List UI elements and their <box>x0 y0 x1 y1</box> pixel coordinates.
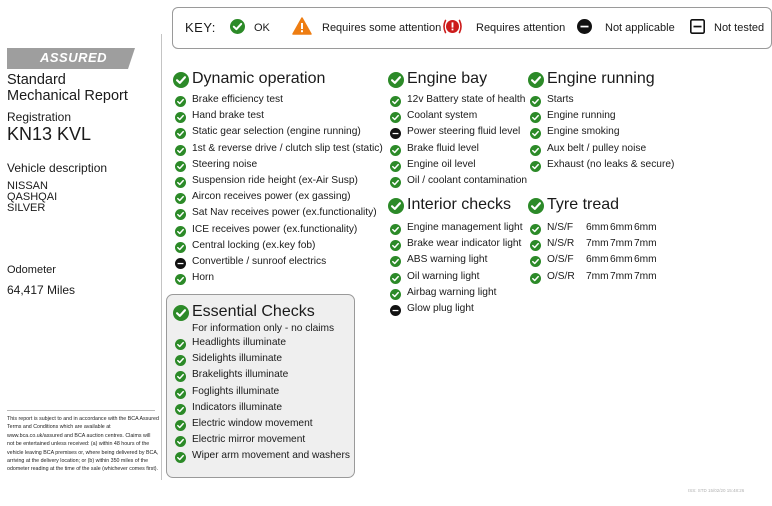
section-title: Essential Checks <box>192 303 315 320</box>
interior-check-item <box>388 302 528 318</box>
ok-check-icon <box>175 452 186 463</box>
tread-depth: 6mm <box>634 254 657 266</box>
dynamic-check-item <box>173 271 383 287</box>
odometer-label: Odometer <box>7 264 56 276</box>
ok-check-icon <box>390 161 401 172</box>
ok-check-icon <box>390 224 401 235</box>
check-label: Engine smoking <box>547 126 620 138</box>
ok-check-icon <box>530 273 541 284</box>
tread-depth: 6mm <box>586 222 609 233</box>
check-label: Exhaust (no leaks & secure) <box>547 158 675 170</box>
tread-depth: 7mm <box>610 238 633 250</box>
check-label: Coolant system <box>407 110 478 122</box>
ok-check-icon <box>175 193 186 204</box>
dynamic-operation-section <box>173 71 383 283</box>
ok-check-icon <box>175 96 186 107</box>
ok-check-icon <box>175 226 186 237</box>
check-label: Hand brake test <box>192 110 264 122</box>
column-divider <box>161 34 162 480</box>
check-label: Engine management light <box>407 222 523 233</box>
tread-depth: 7mm <box>586 238 609 250</box>
ok-check-icon <box>530 161 541 172</box>
check-label: Static gear selection (engine running) <box>192 126 361 138</box>
ok-check-icon <box>175 161 186 172</box>
terms-and-conditions: This report is subject to and in accordance with the BCA Assured Terms and Conditions which are available at www.bca.co.uk/assured and BCA auction centres. Claims will not be entertained unless received: (a) within 48 hours of the vehicle leaving BCA premises or, where being delivered by BCA, arriving at the delivery location; or (b) within 350 miles of the odometer reading at the time of the sale (whichever comes first). <box>7 416 159 473</box>
engine-bay-item <box>388 174 528 190</box>
interior-check-item <box>388 253 528 269</box>
check-label: ICE receives power (ex.functionality) <box>192 223 358 235</box>
interior-checks-section <box>388 197 528 312</box>
report-title-line2: Mechanical Report <box>7 88 128 104</box>
key-label: KEY: <box>185 20 216 35</box>
check-label: Electric window movement <box>192 417 313 429</box>
tyre-position: O/S/F <box>547 254 574 266</box>
engine-running-item <box>528 125 738 141</box>
check-label: Suspension ride height (ex-Air Susp) <box>192 174 358 186</box>
check-label: Brake efficiency test <box>192 94 283 105</box>
check-label: Sat Nav receives power (ex.functionality) <box>192 207 377 219</box>
essential-checks-subtitle: For information only - no claims <box>192 323 335 334</box>
check-label: ABS warning light <box>407 254 488 266</box>
check-label: Oil / coolant contamination <box>407 174 528 186</box>
ok-check-icon <box>175 274 186 285</box>
key-attention-label: Requires attention <box>476 22 566 34</box>
ok-check-icon <box>390 240 401 251</box>
check-label: Central locking (ex.key fob) <box>192 239 316 251</box>
section-title: Dynamic operation <box>192 70 326 87</box>
status-key-legend <box>172 7 772 49</box>
dynamic-check-item <box>173 125 383 141</box>
tyre-position: O/S/R <box>547 270 575 282</box>
ok-check-icon <box>530 256 541 267</box>
engine-running-item <box>528 93 738 109</box>
essential-check-item <box>173 336 353 352</box>
ok-check-icon <box>530 128 541 139</box>
ok-check-icon <box>175 339 186 350</box>
ok-check-icon <box>388 198 404 214</box>
ok-check-icon <box>175 404 186 415</box>
check-label: Horn <box>192 272 215 284</box>
check-label: Power steering fluid level <box>407 126 521 138</box>
check-label: Airbag warning light <box>407 286 497 298</box>
section-title: Interior checks <box>407 196 512 213</box>
not-applicable-icon <box>390 128 401 139</box>
ok-check-icon <box>530 112 541 123</box>
engine-running-section <box>528 71 738 170</box>
dynamic-check-item <box>173 158 383 174</box>
tread-depth: 7mm <box>586 270 609 282</box>
check-label: Brake wear indicator light <box>407 238 522 250</box>
engine-running-item <box>528 142 738 158</box>
check-label: Headlights illuminate <box>192 337 287 348</box>
tread-depth: 6mm <box>610 222 633 233</box>
ok-check-icon <box>390 112 401 123</box>
dynamic-check-item <box>173 255 383 271</box>
tread-depth: 6mm <box>610 254 633 266</box>
key-ok-label: OK <box>254 22 270 34</box>
tyre-tread-row <box>528 237 738 253</box>
engine-bay-item <box>388 93 528 109</box>
essential-check-item <box>173 385 353 401</box>
interior-check-item <box>388 237 528 253</box>
engine-bay-item <box>388 142 528 158</box>
check-label: Wiper arm movement and washers <box>192 450 350 462</box>
essential-check-item <box>173 368 353 384</box>
dynamic-check-item <box>173 142 383 158</box>
dynamic-check-item <box>173 174 383 190</box>
essential-check-item <box>173 401 353 417</box>
assured-badge-label: ASSURED <box>40 50 108 65</box>
issue-stamp: ISS: STD 15/02/20 15:48:26 <box>688 488 745 493</box>
ok-check-icon <box>390 273 401 284</box>
ok-check-icon <box>230 19 245 39</box>
check-label: Brake fluid level <box>407 142 479 154</box>
tyre-tread-section <box>528 197 738 280</box>
tyre-position: N/S/F <box>547 222 574 233</box>
section-title: Engine running <box>547 70 655 87</box>
vehicle-description-label: Vehicle description <box>7 161 108 175</box>
check-label: Brakelights illuminate <box>192 369 289 381</box>
not-applicable-icon <box>390 305 401 316</box>
alert-exclamation-icon <box>442 18 463 40</box>
check-label: Sidelights illuminate <box>192 353 283 365</box>
registration-label: Registration <box>7 110 72 124</box>
ok-check-icon <box>390 177 401 188</box>
tyre-tread-row <box>528 221 738 237</box>
ok-check-icon <box>388 72 404 88</box>
ok-check-icon <box>528 72 544 88</box>
ok-check-icon <box>175 355 186 366</box>
ok-check-icon <box>175 112 186 123</box>
check-label: Starts <box>547 94 574 105</box>
check-label: Glow plug light <box>407 302 474 314</box>
dynamic-check-item <box>173 190 383 206</box>
ok-check-icon <box>530 145 541 156</box>
vehicle-colour: SILVER <box>7 202 46 214</box>
odometer-reading: 64,417 Miles <box>7 283 76 297</box>
engine-bay-item <box>388 109 528 125</box>
ok-check-icon <box>173 305 189 321</box>
dynamic-operation-heading <box>173 71 383 89</box>
essential-check-item <box>173 417 353 433</box>
engine-bay-item <box>388 125 528 141</box>
engine-running-item <box>528 158 738 174</box>
dynamic-check-item <box>173 223 383 239</box>
ok-check-icon <box>175 420 186 431</box>
dynamic-check-item <box>173 93 383 109</box>
ok-check-icon <box>175 177 186 188</box>
key-some-attention-label: Requires some attention <box>322 22 442 34</box>
ok-check-icon <box>530 224 541 235</box>
check-label: Aux belt / pulley noise <box>547 142 647 154</box>
section-title: Tyre tread <box>547 196 620 213</box>
ok-check-icon <box>390 256 401 267</box>
ok-check-icon <box>390 96 401 107</box>
ok-check-icon <box>173 72 189 88</box>
ok-check-icon <box>528 198 544 214</box>
essential-check-item <box>173 449 353 465</box>
tread-depth: 6mm <box>634 222 657 233</box>
ok-check-icon <box>530 96 541 107</box>
key-not-tested-label: Not tested <box>714 22 765 34</box>
check-label: Electric mirror movement <box>192 434 306 446</box>
check-label: 1st & reverse drive / clutch slip test (static) <box>192 142 383 154</box>
not-tested-icon <box>690 19 705 39</box>
dynamic-check-item <box>173 206 383 222</box>
engine-running-heading <box>528 71 738 89</box>
tyre-tread-row <box>528 270 738 286</box>
dynamic-check-item <box>173 239 383 255</box>
report-title: Standard <box>7 72 66 88</box>
section-title: Engine bay <box>407 70 488 87</box>
check-label: Engine oil level <box>407 158 476 170</box>
ok-check-icon <box>390 145 401 156</box>
check-label: Oil warning light <box>407 270 480 282</box>
ok-check-icon <box>175 242 186 253</box>
engine-bay-section <box>388 71 528 186</box>
tyre-position: N/S/R <box>547 238 575 250</box>
key-not-applicable-label: Not applicable <box>605 22 675 34</box>
check-label: 12v Battery state of health <box>407 94 526 105</box>
check-label: Foglights illuminate <box>192 385 280 397</box>
ok-check-icon <box>175 371 186 382</box>
not-applicable-icon <box>175 258 186 269</box>
ok-check-icon <box>175 436 186 447</box>
vehicle-make: NISSAN <box>7 180 48 192</box>
tread-depth: 6mm <box>586 254 609 266</box>
check-label: Steering noise <box>192 158 258 170</box>
interior-check-item <box>388 270 528 286</box>
check-label: Engine running <box>547 110 616 122</box>
ok-check-icon <box>175 388 186 399</box>
tyre-tread-heading <box>528 197 738 215</box>
check-label: Convertible / sunroof electrics <box>192 255 327 267</box>
interior-checks-heading <box>388 197 528 215</box>
essential-checks-section <box>173 303 353 462</box>
warning-triangle-icon <box>292 17 312 40</box>
check-label: Indicators illuminate <box>192 401 283 413</box>
engine-running-item <box>528 109 738 125</box>
engine-bay-item <box>388 158 528 174</box>
ok-check-icon <box>530 240 541 251</box>
essential-check-item <box>173 433 353 449</box>
registration-number: KN13 KVL <box>7 124 92 144</box>
tyre-tread-row <box>528 253 738 269</box>
terms-divider <box>7 410 155 411</box>
vehicle-model: QASHQAI <box>7 191 58 203</box>
essential-check-item <box>173 352 353 368</box>
ok-check-icon <box>175 209 186 220</box>
interior-check-item <box>388 221 528 237</box>
tread-depth: 7mm <box>634 238 657 250</box>
essential-checks-heading <box>173 304 353 322</box>
check-label: Aircon receives power (ex gassing) <box>192 191 351 203</box>
tread-depth: 7mm <box>634 270 657 282</box>
ok-check-icon <box>175 128 186 139</box>
engine-bay-heading <box>388 71 528 89</box>
tread-depth: 7mm <box>610 270 633 282</box>
interior-check-item <box>388 286 528 302</box>
ok-check-icon <box>175 145 186 156</box>
ok-check-icon <box>390 289 401 300</box>
dynamic-check-item <box>173 109 383 125</box>
not-applicable-icon <box>577 19 592 39</box>
